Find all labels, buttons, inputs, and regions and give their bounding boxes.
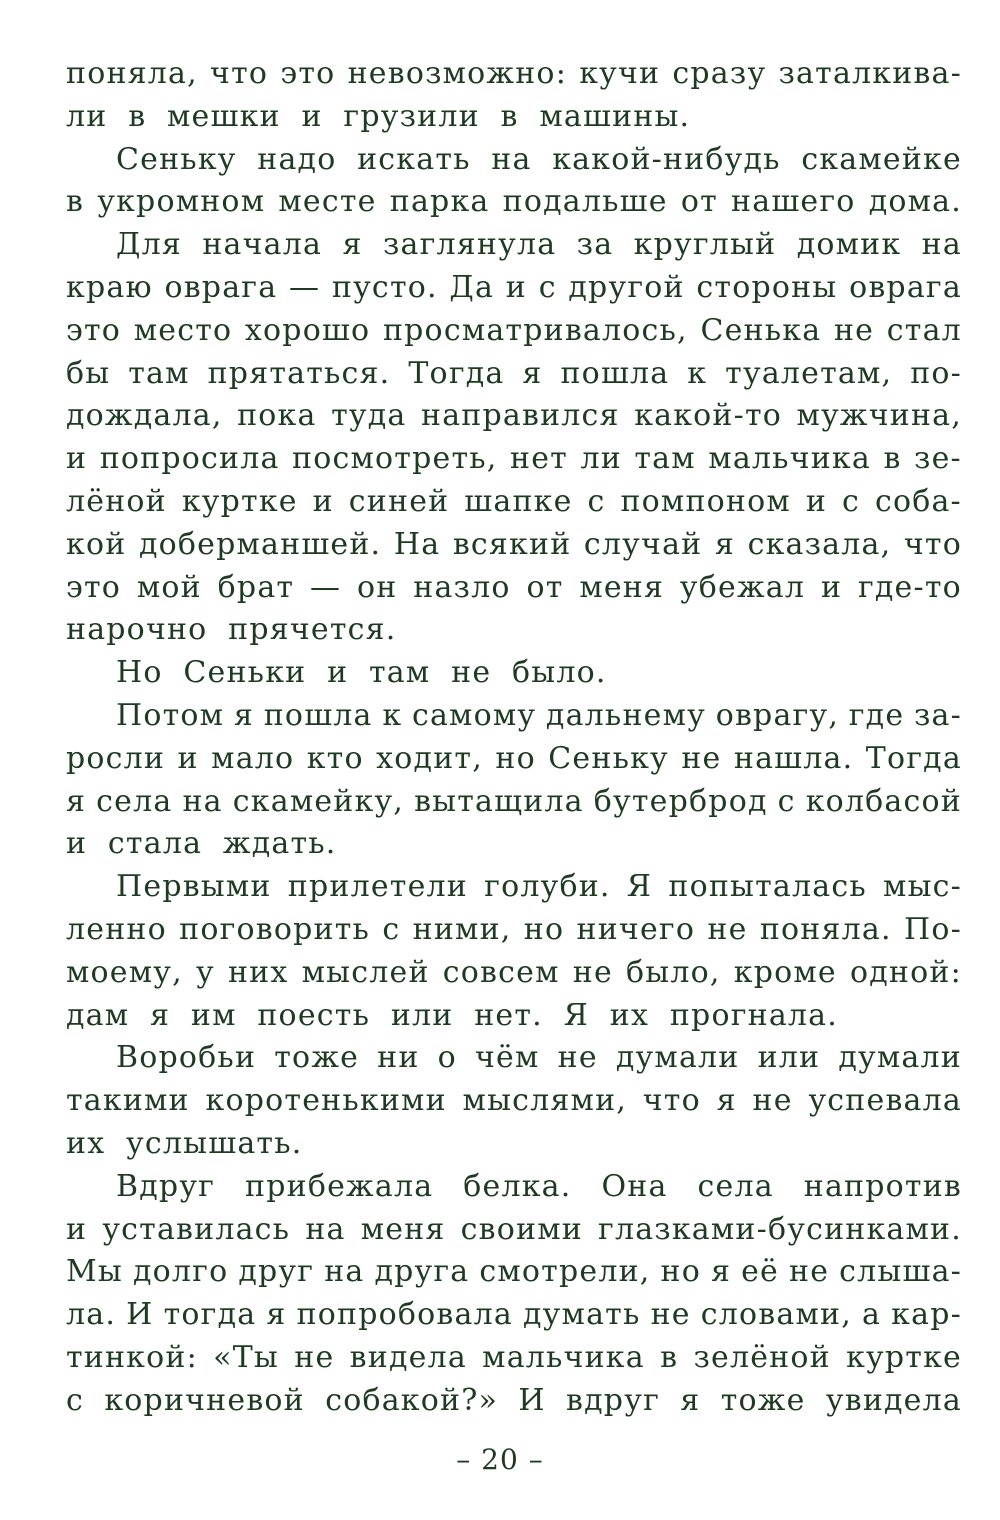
text-line: такими коротенькими мыслями, что я не успевала [66,1083,962,1119]
text-line: их услышать. [66,1125,303,1161]
text-line: Мы долго друг на друга смотрели, но я её не слыша- [66,1254,962,1290]
text-line: росли и мало кто ходит, но Сеньку не нашла. Тогда [66,740,962,776]
text-line: Потом я пошла к самому дальнему оврагу, где за- [116,697,962,733]
text-line: дам я им поесть или нет. Я их прогнала. [66,997,838,1033]
text-line: и стала ждать. [66,826,337,862]
text-line: тинкой: «Ты не видела мальчика в зелёной куртке [66,1339,962,1375]
text-line: Воробьи тоже ни о чём не думали или думали [116,1040,962,1076]
text-line: в укромном месте парка подальше от нашего дома. [66,184,962,220]
text-line: Но Сеньки и там не было. [116,655,607,691]
text-line: это мой брат — он назло от меня убежал и где-то [66,569,962,605]
text-line: с коричневой собакой?» И вдруг я тоже увидела [66,1382,962,1418]
text-line: Сеньку надо искать на какой-нибудь скамейке [116,141,962,177]
text-line: Первыми прилетели голуби. Я попыталась мыс- [116,869,962,905]
page-number: – 20 – [456,1443,544,1476]
text-line: Для начала я заглянула за круглый домик на [116,227,962,263]
text-line: ла. И тогда я попробовала думать не словами, а кар- [66,1297,962,1333]
text-line: дождала, пока туда направился какой-то мужчина, [66,398,962,434]
text-line: моему, у них мыслей совсем не было, кроме одной: [66,954,962,990]
text-line: ли в мешки и грузили в машины. [66,98,691,134]
text-line: краю оврага — пусто. Да и с другой стороны оврага [66,269,962,305]
body-text [66,53,962,1423]
text-line: нарочно прячется. [66,612,397,648]
text-line: лёной куртке и синей шапке с помпоном и с соба- [66,483,962,519]
text-line: Вдруг прибежала белка. Она села напротив [116,1168,962,1204]
text-line: поняла, что это невозможно: кучи сразу заталкива- [66,56,962,91]
text-line: и уставилась на меня своими глазками-бусинками. [66,1211,962,1247]
text-line: это место хорошо просматривалось, Сенька не стал [66,312,962,348]
text-line: кой доберманшей. На всякий случай я сказала, что [66,526,962,562]
text-line: бы там прятаться. Тогда я пошла к туалетам, по- [66,355,962,391]
text-line: ленно поговорить с ними, но ничего не поняла. По- [66,911,962,947]
text-line: я села на скамейку, вытащила бутерброд с колбасой [66,783,962,819]
text-line: и попросила посмотреть, нет ли там мальчика в зе- [66,441,962,477]
